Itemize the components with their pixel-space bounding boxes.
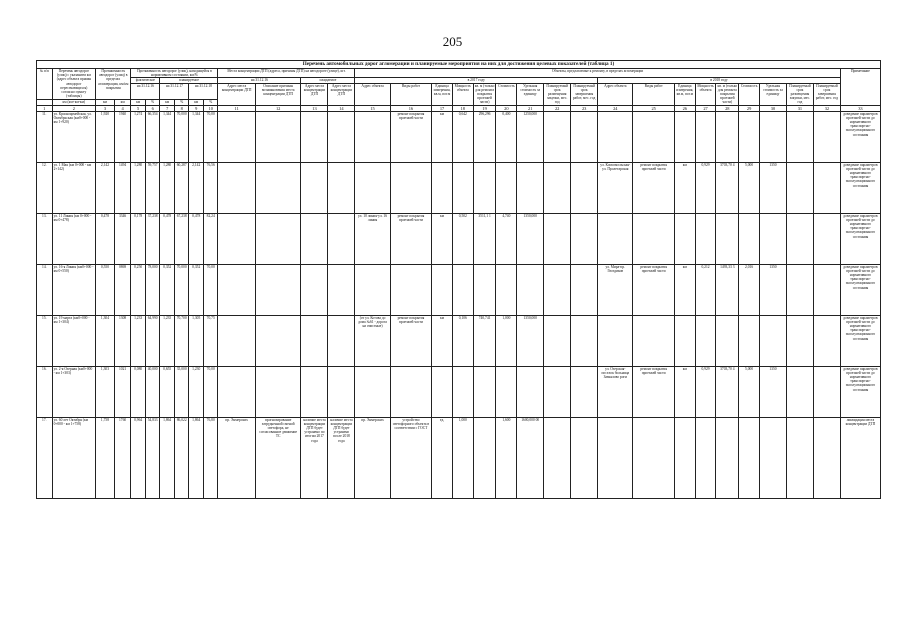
cell-w18 [633,315,675,366]
cell-empty [544,315,571,366]
cell-uc17 [517,264,544,315]
cell-empty [544,366,571,417]
cell-f16p: 64,990 [145,315,160,366]
cell-u18 [674,315,695,366]
h18-work: Виды работ [633,83,675,105]
cell-uc17: 1350,000 [517,213,544,264]
table-row [37,366,881,417]
cell-c17 [496,162,517,213]
cell-empty [255,366,301,417]
cell-f16p: 66,354 [145,111,160,162]
cell-empty [571,162,598,213]
cell-p18: 0,929 [695,366,716,417]
cell-p17 [452,366,473,417]
cell-road: ул. Красноармейская, ул. Октябрьская (км0+000 - км 1+920) [52,111,96,162]
cell-w17 [390,264,432,315]
cell-w17: ремонт покрытия проезжей части [390,213,432,264]
cell-a18: ул. Комсомольская-ул. Пролетарская [598,162,633,213]
cell-w18 [633,213,675,264]
cell-f17km: 1,235 [160,315,175,366]
cell-empty [218,162,255,213]
cell-len_k: 0869 [114,264,131,315]
h-normative: Протяженность автодорог (улиц), находящейся в нормативном состоянии, км/% [131,69,218,78]
cell-note: доведение параметров проезжей части до нормативного транспортно-эксплуатационного состояния [840,111,880,162]
cell-empty [544,213,571,264]
h-num: № п/п [37,69,53,100]
cell-empty [328,315,355,366]
cell-note: доведение параметров проезжей части до нормативного транспортно-эксплуатационного состояния [840,315,880,366]
cell-s17 [473,366,496,417]
cell-f16p: 59,757 [145,162,160,213]
cell-empty [301,264,328,315]
cell-f16km: 0,250 [131,264,146,315]
cell-empty [571,111,598,162]
cell-u18: км [674,366,695,417]
h-2017: в 2017 году [355,78,598,83]
cell-f18km: 2,142 [189,162,204,213]
cell-len: 2,142 [96,162,115,213]
h-dtp-18: Адрес места концентрации ДТП [328,83,355,105]
cell-uc18: 1350 [759,264,786,315]
cell-f17p: 70,000 [174,111,189,162]
h-d16: на 31.12.16 [131,83,160,100]
cell-road: ул. 16-я Линия (км0+000 - км 0+550) [52,264,96,315]
cell-f18km: 1,344 [189,111,204,162]
h-dtp-addr: Адрес места концентрации ДТП [218,83,255,105]
cell-a18: ул. Озерская-поселок больница Завьялово роги [598,366,633,417]
cell-f16p: 40,000 [145,366,160,417]
cell-s17 [473,162,496,213]
cell-w17: ремонт покрытия проезжей части [390,111,432,162]
h18-term: Планируемый срок завершения работ, мес. год [813,83,840,105]
h-d18: на 31.12.18 [189,83,218,100]
cell-empty [786,213,813,264]
cell-w17: ремонт покрытия проезжей части [390,315,432,366]
cell-c18: 5,000 [739,366,760,417]
cell-p18 [695,315,716,366]
cell-f17p: 35,000 [174,366,189,417]
cell-empty [301,315,328,366]
cell-note: доведение параметров проезжей части до нормативного транспортно-эксплуатационного состояния [840,366,880,417]
cell-a17 [355,111,390,162]
cell-p17: 0,502 [452,213,473,264]
h17-unit: Единица измерения, кв.м, пог.м [432,83,453,105]
cell-empty [301,366,328,417]
cell-empty [786,366,813,417]
cell-len: 1,304 [96,315,115,366]
table-row [37,111,881,162]
cell-p18 [695,213,716,264]
cell-n: 12. [37,162,53,213]
cell-u17 [432,264,453,315]
cell-s17: 740,741 [473,315,496,366]
cell-road: ул. 11 Линия (км 0+000 - км 0+478) [52,213,96,264]
cell-w18: ремонт покрытия проезжей части [633,366,675,417]
cell-empty [786,315,813,366]
h-dtp-17: Адрес места концентрации ДТП [301,83,328,105]
cell-uc17: 1250,000 [517,111,544,162]
cell-empty [218,213,255,264]
roads-table: Перечень автомобильных дорог агломерации и планируемые мероприятия на них для достижения целевых показателей (таблица 1) № п/п Перечень автодорог (улиц) с указанием км (адрес объекта прямая автодорог пересекающихся) согласно пункту (таблицы) Протяженность автодорог (улиц) в пределах агломерации, км/км покрытия Протяженность автодорог (улиц), находящейся в нормативном состоянии, км/% Места концентрации ДТП (адреса, причины ДТП) на автодороге (улице), шт. Объекты, предлагаемые к ремонту, в пределах агломерации Примечание фактическое планируемое на 31.12.16 ожидаемое в 2017 году в 2018 году на 31.12.16 на 31.12.17 на 31.12.18 Адрес места концентрации ДТП Описание причины возникновения места концентрации ДТП Адрес места концентрации ДТП Адрес места концентрации ДТП Адрес объекта Виды работ Единица измерения, кв.м, пог.м Мощность объекта кв. м (только для ремонта покрытия проезжей части) Стоимость Удельная стоимость за единицу Планируемый срок размещения закупки, мес. год Планируемый срок завершения работ, мес. год Адрес объекта Виды работ Единица измерения, кв.м, пог.м Мощность объекта кв. м (только для ремонта покрытия проезжей части) Стоимость Удельная стоимость за единицу Планируемый срок размещения закупки, мес. год Планируемый срок завершения работ, мес. год км (км+км-км) км км км % км % км % 1 2 3 4 5 6 7 8 9 10 11 12 13 14 15 16 17 18 19 20 21 22 23 24 25 26 27 28 29 30 31 32 33 11. ул. Красноармейская, ул. Октябрьская (км0+000 - км 1+920) 1,920 1940 1,274 66,354 1,344 70,000 1,344 70,00 ремонт покрытия проезжей части км 0,642 296,296 0,400 1250,000 доведение параметров проезжей части до нормативного транспортно-эксплуатационного состояния 12. ул. 1 Мая (км 0+000 - км 2+142) 2,142 1494 1,280 59,757 1,280 60,287 2,142 76,56 ул. Комсомольская-ул. Пролетарская ремонт покрытия проезжей части км 0,929 3703,70 4 5,000 1350 доведение параметров проезжей части до нормативного транспортно-эксплуатационного состояния 13. ул. 11 Линия (км 0+000 - км 0+478) 0,478 3346 0,178 37,238 0,478 67,238 0,478 82,24 ул. 10 линия-ул. 16 линия ремонт покрытия проезжей части км 0,502 3511,1 1 4,740 1350,000 доведение параметров проезжей части до нормативного транспортно-эксплуатационного состояния 14. ул. 16-я Линия (км0+000 - км 0+550) 0,550 0869 0,250 78,000 0,352 70,000 0,352 70,00 ул. Мира-пр. Гвоздиков ремонт покрытия проезжей части км 0,212 1493,33 3 2,016 1350 доведение параметров проезжей части до нормативного транспортно-эксплуатационного состояния 15. ул. 19 марта (км0+000 - км 1+304) 1,304 1308 1,233 64,990 1,235 70,700 1,305 70,75 (от ул. Котова до дома №61 - дорога на очистные) ремонт покрытия проезжей части км 0,106 740,741 1,000 1350,000 доведение параметров проезжей части до нормативного транспортно-эксплуатационного состояния 16. ул. 2-я Озерная (км0+000 - км 1+303) 1,303 1021 0,080 40,000 0,655 35,000 1,230 70,00 ул. Озерская-поселок больница Завьялово роги ремонт покрытия проезжей части км 0,929 3703,70 4 5,000 1350 доведение параметров проезжей части до нормативного транспортно-эксплуатационного состояния 17. ул. 60 лет Октября (км 0+000 - км 1+758) 1,758 1760 0,964 54,833 1,864 86,022 1,864 76,80 пр. Энмерских прогнозирование затрудненной сменой светофора, не согласованное движение ТС наличие места концентрации ДТП будет устранено по итогам 2017 года наличие места концентрации ДТП будет устранено после 2018 года пр. Энмерских устройство светофорного объекта в соответствии с ГОСТ ед. 1,000 1,600 1600,000 00 ликвидация места концентрации ДТП [36,60,881,499]
cell-empty [786,111,813,162]
cell-c18 [739,213,760,264]
h-dtp: Места концентрации ДТП (адреса, причины ДТП) на автодороге (улице), шт. [218,69,355,78]
cell-a18 [598,213,633,264]
cell-a18: ул. Мира-пр. Гвоздиков [598,264,633,315]
cell-len: 1,920 [96,111,115,162]
cell-f16km: 1,233 [131,315,146,366]
cell-w18: ремонт покрытия проезжей части [633,264,675,315]
cell-note: доведение параметров проезжей части до нормативного транспортно-эксплуатационного состояния [840,162,880,213]
cell-p18: 0,212 [695,264,716,315]
cell-s18: 3703,70 4 [716,366,739,417]
cell-a17: ул. 10 линия-ул. 16 линия [355,213,390,264]
h-dtp-reason: Описание причины возникновения места концентрации ДТП [255,83,301,105]
cell-empty [544,162,571,213]
cell-len: 0,478 [96,213,115,264]
cell-f17km: 0,655 [160,366,175,417]
cell-len: 1,303 [96,366,115,417]
cell-n: 13. [37,213,53,264]
cell-empty [255,111,301,162]
cell-w18: ремонт покрытия проезжей части [633,162,675,213]
cell-f16km: 0,080 [131,366,146,417]
cell-len_k: 1494 [114,162,131,213]
h17-power: Мощность объекта [452,83,473,105]
cell-s18: 1493,33 3 [716,264,739,315]
cell-note: доведение параметров проезжей части до нормативного транспортно-эксплуатационного состояния [840,213,880,264]
cell-c18: 2,016 [739,264,760,315]
cell-f17p: 70,700 [174,315,189,366]
cell-a18 [598,315,633,366]
cell-w17 [390,162,432,213]
cell-f17km: 1,280 [160,162,175,213]
cell-n: 16. [37,366,53,417]
cell-f16km: 1,280 [131,162,146,213]
h-units-km: км (км+км-км) [52,100,96,105]
h-plan: планируемое [160,78,218,83]
h-fact: фактическое [131,78,160,83]
cell-empty [813,264,840,315]
cell-f17p: 70,000 [174,264,189,315]
cell-empty [328,213,355,264]
cell-f16p: 78,000 [145,264,160,315]
cell-empty [786,162,813,213]
h-objects: Объекты, предлагаемые к ремонту, в пределах агломерации [355,69,840,78]
cell-c18 [739,315,760,366]
cell-empty [328,264,355,315]
h-road: Перечень автодорог (улиц) с указанием км (адрес объекта прямая автодорог пересекающихся) согласно пункту (таблицы) [52,69,96,100]
cell-len_k: 1021 [114,366,131,417]
cell-uc17: 1350,000 [517,315,544,366]
h17-addr: Адрес объекта [355,83,390,105]
h-2018: в 2018 году [598,78,841,83]
table-row: 17. ул. 60 лет Октября (км 0+000 - км 1+758) 1,758 1760 0,964 54,833 1,864 86,022 1,864 76,80 пр. Энмерских прогнозирование затрудненной сменой светофора, не согласованное движение ТС наличие места концентрации ДТП будет устранено по итогам 2017 года наличие места концентрации ДТП будет устранено после 2018 года пр. Энмерских устройство светофорного объекта в соответствии с ГОСТ ед. 1,000 1,600 1600,000 00 ликвидация места концентрации ДТП [37,417,881,498]
cell-uc17 [517,162,544,213]
cell-f18km: 1,230 [189,366,204,417]
h-dtp-exp: ожидаемое [301,78,355,83]
cell-n: 11. [37,111,53,162]
cell-road: ул. 2-я Озерная (км0+000 - км 1+303) [52,366,96,417]
cell-u18: км [674,264,695,315]
table-row [37,213,881,264]
cell-uc18 [759,111,786,162]
column-numbers-row: 1 2 3 4 5 6 7 8 9 10 11 12 13 14 15 16 17 18 19 20 21 22 23 24 25 26 27 28 29 30 31 32 33 [37,105,881,111]
cell-empty [301,111,328,162]
h18-plan: Планируемый срок размещения закупки, мес. год [786,83,813,105]
cell-empty [813,213,840,264]
cell-uc18: 1350 [759,162,786,213]
cell-f16km: 1,274 [131,111,146,162]
cell-empty [255,264,301,315]
h17-term: Планируемый срок завершения работ, мес. год [571,83,598,105]
table-row [37,264,881,315]
h-length: Протяженность автодорог (улиц) в пределах агломерации, км/км покрытия [96,69,131,100]
cell-a17 [355,264,390,315]
h18-addr: Адрес объекта [598,83,633,105]
cell-n: 14. [37,264,53,315]
cell-s18: 3703,70 4 [716,162,739,213]
cell-empty [813,162,840,213]
note-top: 33 [840,105,880,111]
cell-c18: 5,000 [739,162,760,213]
table-row [37,162,881,213]
cell-empty [218,366,255,417]
cell-p17: 0,642 [452,111,473,162]
cell-empty [328,162,355,213]
h17-area: кв. м (только для ремонта покрытия проезжей части) [474,83,495,105]
cell-f18km: 1,305 [189,315,204,366]
cell-p17: 0,106 [452,315,473,366]
cell-p18 [695,111,716,162]
cell-u17: км [432,213,453,264]
cell-empty [255,213,301,264]
cell-empty [255,315,301,366]
h-d17: на 31.12.17 [160,83,189,100]
cell-a18 [598,111,633,162]
cell-s18 [716,111,739,162]
cell-empty [218,264,255,315]
cell-s17 [473,264,496,315]
cell-len_k: 1308 [114,315,131,366]
cell-f17p: 67,238 [174,213,189,264]
cell-empty [786,264,813,315]
h-dtp-16: на 31.12.16 [218,78,301,83]
cell-s18 [716,315,739,366]
cell-f18p: 76,56 [203,162,218,213]
h17-plan: Планируемый срок размещения закупки, мес. год [544,83,571,105]
cell-f18p: 70,00 [203,111,218,162]
cell-a17 [355,162,390,213]
cell-len_k: 1940 [114,111,131,162]
cell-c17: 1,000 [496,315,517,366]
cell-n: 15. [37,315,53,366]
cell-note: доведение параметров проезжей части до нормативного транспортно-эксплуатационного состояния [840,264,880,315]
h-note: Примечание [840,69,880,106]
cell-f18km: 0,352 [189,264,204,315]
cell-u18 [674,213,695,264]
cell-p17 [452,264,473,315]
cell-u17: км [432,111,453,162]
cell-road: ул. 19 марта (км0+000 - км 1+304) [52,315,96,366]
page-number: 205 [442,34,463,49]
cell-uc18 [759,213,786,264]
h17-cost: Стоимость [496,83,517,105]
cell-u17 [432,162,453,213]
cell-a17 [355,366,390,417]
h17-ucost: Удельная стоимость за единицу [517,83,544,105]
cell-c18 [739,111,760,162]
cell-c17: 4,740 [496,213,517,264]
cell-empty [301,213,328,264]
cell-w18 [633,111,675,162]
cell-f17p: 60,287 [174,162,189,213]
cell-empty [301,162,328,213]
cell-f16p: 37,238 [145,213,160,264]
cell-p18: 0,929 [695,162,716,213]
cell-f18p: 70,75 [203,315,218,366]
cell-f18p: 82,24 [203,213,218,264]
cell-empty [813,366,840,417]
h18-ucost: Удельная стоимость за единицу [759,83,786,105]
cell-f18km: 0,478 [189,213,204,264]
cell-c17 [496,366,517,417]
cell-f17km: 1,344 [160,111,175,162]
cell-empty [328,111,355,162]
cell-u17: км [432,315,453,366]
cell-f18p: 70,00 [203,264,218,315]
cell-f18p: 70,00 [203,366,218,417]
cell-empty [544,264,571,315]
cell-empty [544,111,571,162]
cell-s17: 3511,1 1 [473,213,496,264]
cell-uc18: 1350 [759,366,786,417]
cell-empty [813,111,840,162]
cell-f17km: 0,352 [160,264,175,315]
table-row [37,315,881,366]
cell-empty [255,162,301,213]
h18-cost: Стоимость [739,83,760,105]
h18-unit: Единица измерения, кв.м, пог.м [674,83,695,105]
cell-empty [571,213,598,264]
cell-p17 [452,162,473,213]
cell-empty [813,315,840,366]
cell-c17: 0,400 [496,111,517,162]
cell-len_k: 3346 [114,213,131,264]
cell-uc17 [517,366,544,417]
cell-empty [328,366,355,417]
table-title: Перечень автомобильных дорог агломерации и планируемые мероприятия на них для достижения целевых показателей (таблица 1) [37,61,881,69]
cell-u18 [674,111,695,162]
cell-a17: (от ул. Котова до дома №61 - дорога на очистные) [355,315,390,366]
cell-empty [218,111,255,162]
cell-empty [218,315,255,366]
cell-len: 0,550 [96,264,115,315]
cell-uc18 [759,315,786,366]
cell-f17km: 0,478 [160,213,175,264]
cell-s18 [716,213,739,264]
cell-empty [571,315,598,366]
cell-road: ул. 1 Мая (км 0+000 - км 2+142) [52,162,96,213]
cell-f16km: 0,178 [131,213,146,264]
cell-empty [571,366,598,417]
cell-empty [571,264,598,315]
h18-power: Мощность объекта [695,83,716,105]
cell-s17: 296,296 [473,111,496,162]
cell-c17 [496,264,517,315]
cell-u17 [432,366,453,417]
h18-area: кв. м (только для ремонта покрытия проезжей части) [717,83,738,105]
h17-work: Виды работ [390,83,432,105]
cell-u18: км [674,162,695,213]
cell-w17 [390,366,432,417]
